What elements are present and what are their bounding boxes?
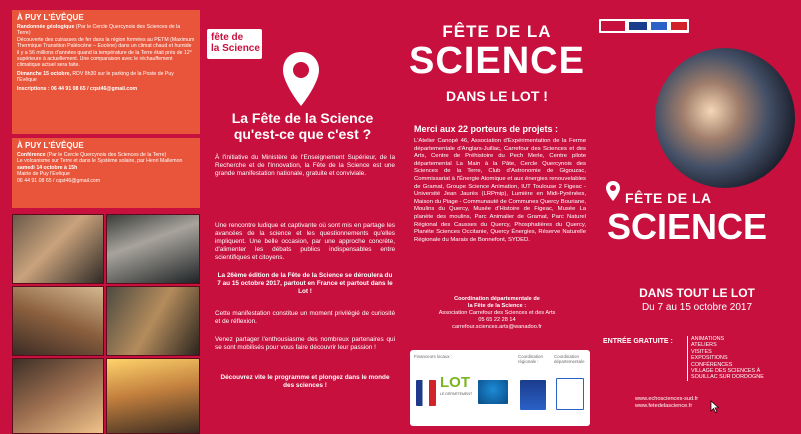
activity-item: SOUILLAC SUR DORDOGNE (691, 374, 764, 381)
activity-item: VILLAGE DES SCIENCES À (691, 368, 761, 375)
photo (106, 286, 200, 356)
edition-paragraph: La 26ème édition de la Fête de la Science se déroulera du 7 au 15 octobre 2017, partout en France et partout dans le Lot ! (217, 272, 393, 295)
event-date: Dimanche 15 octobre, (17, 70, 71, 77)
location-pin-icon (605, 180, 621, 202)
title-line: La Fête de la Science (231, 110, 374, 126)
coord-title: la Fête de la Science : (467, 303, 527, 309)
lot-logo-subtext: LE DÉPARTEMENT (440, 392, 473, 396)
cover-panel (597, 10, 797, 430)
thanks-panel (402, 10, 592, 430)
entree-gratuite: ENTRÉE GRATUITE : (603, 338, 673, 345)
mouse-cursor-icon (710, 400, 720, 413)
lot-heading: DANS LE LOT ! (446, 88, 548, 104)
event-org: (Par le Cercle Quercynois des Sciences de la Terre) (17, 24, 181, 37)
fete-heading: FÊTE DE LA (442, 22, 552, 41)
logo-text: la Science (211, 43, 260, 54)
photo (12, 214, 104, 284)
sponsor-logos (599, 19, 689, 33)
event-heading: À PUY L'ÉVÊQUE (17, 13, 84, 22)
event-title: Randonnée géologique (17, 24, 75, 30)
regionale-label: Coordination régionale : (518, 354, 543, 364)
intro-paragraph: À l'initiative du Ministère de l'Enseignement Supérieur, de la Recherche et de l'Innovation, la Fête de la Science est une grande manifestation nationale, gratuite et conviviale. (215, 154, 395, 177)
activity-item: CONFÉRENCES (691, 361, 733, 368)
science-heading: SCIENCE (409, 40, 585, 82)
lot-logo-text: LOT (440, 374, 470, 391)
events-panel (12, 10, 200, 430)
coord-phone: 05 65 22 28 14 (478, 317, 516, 323)
photo (106, 214, 200, 284)
fds-mini-logo (601, 21, 625, 31)
photo-grid (12, 214, 200, 434)
intro-paragraph: Une rencontre ludique et captivante où sont mis en partage les avancées de la science et les questionnements qu'elles impliquent. Une belle occasion, par une approche concrète, d'alimenter les débats publics indispensables entre scientifiques et citoyens. (215, 222, 395, 261)
website-links (635, 396, 698, 410)
coord-title: Coordination départementale de (454, 296, 540, 302)
website-link[interactable]: www.echosciences-sud.fr (635, 396, 699, 402)
intro-paragraph: Cette manifestation constitue un moment privilégié de curiosité et de réflexion. (215, 310, 395, 325)
departementale-label: Coordination départementale (554, 354, 585, 364)
lot-departement-logo (440, 374, 474, 408)
event-body: Découverte des cuirasses de fer dans la région formées au PETM (Maximum Thermique Transition Paléocène – Eocène) dans un climat chaud et humide il y a 56 millions d'années quand la température de la Terre était près de 12° supérieure à actuellement. Une comparaison avec le réchauffement climatique actuel sera faite. (17, 36, 195, 69)
photo (12, 286, 104, 356)
activity-item: EXPOSITIONS (691, 355, 728, 362)
partner-logos (410, 350, 590, 426)
event-heading: À PUY L'ÉVÊQUE (17, 141, 84, 150)
logo-text: fête de (211, 32, 244, 43)
title-line: qu'est-ce que c'est ? (233, 126, 372, 142)
event-body: Le volcanisme sur Terre et dans le Système solaire, par Henri Mallemon (17, 158, 183, 165)
event-box-conference (12, 138, 200, 208)
coordination-block (402, 296, 592, 331)
coord-org: Association Carrefour des Sciences et des Arts (438, 310, 556, 316)
activity-item: ANIMATIONS (691, 336, 725, 342)
website-link[interactable]: www.fetedelascience.fr (635, 403, 693, 409)
dans-tout-le-lot: DANS TOUT LE LOT (639, 286, 755, 300)
cover-image (655, 48, 795, 188)
souillac-logo (478, 380, 508, 404)
photo (106, 358, 200, 434)
coord-email[interactable]: carrefour.sciences.arts@wanadoo.fr (452, 324, 542, 330)
fete-heading: FÊTE DE LA (625, 190, 712, 206)
region-logo (520, 380, 546, 410)
event-date: samedi 14 octobre à 15h (17, 164, 78, 171)
financeurs-label: Financeurs locaux : (414, 354, 453, 359)
intro-panel (205, 10, 400, 430)
intro-paragraph: Venez partager l'enthousiasme des nombreux partenaires qui se sont mobilisés pour vous faire découvrir leur passion ! (215, 336, 395, 351)
science-heading: SCIENCE (607, 206, 768, 247)
carrefour-logo (556, 378, 584, 410)
eu-logo (651, 22, 667, 30)
event-box-randonnee (12, 10, 200, 134)
activities-list (687, 336, 797, 381)
location-pin-icon (280, 50, 322, 108)
event-contact: 06 44 91 08 65 / cqst46@gmail.com (17, 177, 101, 184)
republique-logo (416, 380, 436, 406)
intro-title (205, 110, 400, 142)
porteurs-list: L'Atelier Canopé 46, Association d'Expérimentation de la Ferme départementale d'Anglars-Juillac, Carrefour des Sciences et des Arts, Centre de Préhistoire du Pech Merle, Centre pilote départemental La Main à la Pâte, Cercle Quercynois des Sciences de la Terre, Club d'Astronomie de Gigouzac, Commissariat à l'Énergie Atomique et aux énergies renouvelables de Gramat, Groupe Science Animation, IUT Toulouse 2 Figeac - Université Jean Jaurès (LRPmip), Lumière en Midi-Pyrénées, Maison du Piage - Communauté de Communes Quercy Bouriane, Moulins du Quercy, Musée d'Histoire de Figeac, Musée La planète des moulins, Parc Animalier de Gramat, Parc Naturel Régional des Causses du Quercy, Phosphatières du Quercy, Planète Sciences Occitanie, Quercy Énergies, Réserve Naturelle Régionale du Marais de Bonnefont, SYDED. (414, 138, 586, 243)
merci-heading: Merci aux 22 porteurs de projets : (414, 124, 559, 134)
photo (12, 358, 104, 434)
call-to-action: Découvrez vite le programme et plongez dans le monde des sciences ! (220, 374, 390, 389)
event-title: Conférence (17, 152, 46, 158)
activity-item: VISITES (691, 348, 712, 355)
event-inscriptions: Inscriptions : 06 44 91 08 65 / cqst46@gmail.com (17, 85, 138, 92)
activity-item: ATELIERS (691, 342, 717, 349)
ministere-logo (629, 22, 647, 30)
event-place: Mairie de Puy l'Evêque (17, 171, 70, 178)
event-org: (Par le Cercle Quercynois des Sciences de la Terre) (47, 152, 167, 158)
event-date-rest: RDV 8h30 sur le parking de la Poste de Puy l'Evêque (17, 70, 174, 84)
region-mini-logo (671, 22, 687, 30)
fete-de-la-science-logo (207, 29, 262, 59)
event-dates: Du 7 au 15 octobre 2017 (641, 302, 753, 313)
